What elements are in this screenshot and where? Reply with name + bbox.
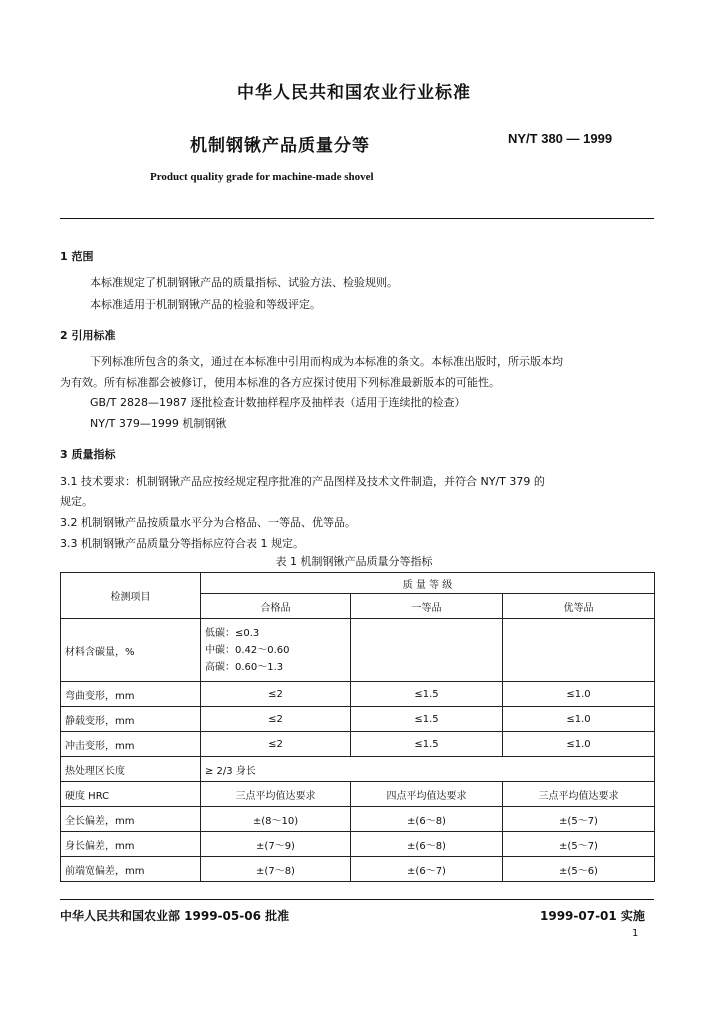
row-item: 热处理区长度 — [61, 757, 201, 782]
value-cell: ≤2 — [201, 707, 351, 732]
clause-3-1-line-1: 3.1 技术要求：机制钢锹产品应按经规定程序批准的产品图样及技术文件制造，并符合 NY/T 379 的 — [60, 475, 545, 488]
row-item: 材料含碳量，% — [61, 619, 201, 682]
table-row — [61, 682, 655, 707]
clause-3-1-line-2: 规定。 — [60, 495, 93, 508]
carbon-content-cell — [201, 619, 351, 682]
heat-treatment-span-cell: ≥ 2/3 身长 — [201, 757, 655, 782]
value-cell: ≤2 — [201, 732, 351, 757]
value-cell: ±(6～8) — [351, 832, 503, 857]
grade-first-class: 一等品 — [351, 594, 503, 619]
header-divider — [60, 218, 654, 219]
table-row — [61, 857, 655, 882]
table-row — [61, 832, 655, 857]
section-1-para-2: 本标准适用于机制钢锹产品的检验和等级评定。 — [90, 298, 321, 311]
carbon-low: 低碳：≤0.3 — [205, 627, 260, 639]
table-row — [61, 757, 655, 782]
grade-superior: 优等品 — [503, 594, 655, 619]
row-item: 静载变形，mm — [61, 707, 201, 732]
value-cell: ±(7～8) — [201, 857, 351, 882]
value-cell: ±(5～6) — [503, 857, 655, 882]
value-cell: ±(6～8) — [351, 807, 503, 832]
english-title: Product quality grade for machine-made shovel — [150, 171, 374, 183]
effective-date: 1999-07-01 实施 — [540, 909, 645, 923]
page-number: 1 — [632, 928, 639, 939]
value-cell: ≤1.5 — [351, 707, 503, 732]
carbon-high: 高碳：0.60～1.3 — [205, 661, 284, 673]
row-item: 前端宽偏差，mm — [61, 857, 201, 882]
value-cell: ±(6～7) — [351, 857, 503, 882]
value-cell: 三点平均值达要求 — [503, 782, 655, 807]
footer-divider — [60, 899, 654, 900]
value-cell: ≤1.0 — [503, 732, 655, 757]
table-row — [61, 782, 655, 807]
empty-cell — [351, 619, 503, 682]
row-item: 全长偏差，mm — [61, 807, 201, 832]
grade-qualified: 合格品 — [201, 594, 351, 619]
clause-3-2: 3.2 机制钢锹产品按质量水平分为合格品、一等品、优等品。 — [60, 516, 356, 529]
row-item: 冲击变形，mm — [61, 732, 201, 757]
standard-org-heading: 中华人民共和国农业行业标准 — [237, 83, 471, 103]
value-cell: ≤1.0 — [503, 707, 655, 732]
value-cell: ±(8～10) — [201, 807, 351, 832]
table-row — [61, 707, 655, 732]
row-item: 弯曲变形，mm — [61, 682, 201, 707]
reference-nyt-379: NY/T 379—1999 机制钢锹 — [90, 417, 227, 430]
quality-grade-table — [60, 572, 655, 882]
row-item: 身长偏差，mm — [61, 832, 201, 857]
value-cell: ±(5～7) — [503, 832, 655, 857]
section-1-para-1: 本标准规定了机制钢锹产品的质量指标、试验方法、检验规则。 — [90, 276, 398, 289]
section-1-heading: 1 范围 — [60, 250, 94, 263]
empty-cell — [503, 619, 655, 682]
header-grade-cell: 质 量 等 级 — [201, 573, 655, 594]
table-header-row — [61, 573, 655, 594]
section-2-heading: 2 引用标准 — [60, 329, 116, 342]
header-item-cell: 检测项目 — [61, 573, 201, 619]
value-cell: ≤1.0 — [503, 682, 655, 707]
row-item: 硬度 HRC — [61, 782, 201, 807]
value-cell: ≤1.5 — [351, 682, 503, 707]
clause-3-3: 3.3 机制钢锹产品质量分等指标应符合表 1 规定。 — [60, 537, 304, 550]
table-row — [61, 807, 655, 832]
carbon-medium: 中碳：0.42～0.60 — [205, 644, 290, 656]
value-cell: 四点平均值达要求 — [351, 782, 503, 807]
reference-gbt-2828: GB/T 2828—1987 逐批检查计数抽样程序及抽样表（适用于连续批的检查） — [90, 396, 466, 409]
value-cell: ≤2 — [201, 682, 351, 707]
value-cell: ≤1.5 — [351, 732, 503, 757]
table-caption: 表 1 机制钢锹产品质量分等指标 — [275, 555, 433, 568]
approval-date: 中华人民共和国农业部 1999-05-06 批准 — [60, 909, 290, 923]
value-cell: ±(7～9) — [201, 832, 351, 857]
value-cell: 三点平均值达要求 — [201, 782, 351, 807]
section-3-heading: 3 质量指标 — [60, 448, 116, 461]
section-2-para-line-1: 下列标准所包含的条文，通过在本标准中引用而构成为本标准的条文。本标准出版时，所示版本均 — [90, 355, 563, 368]
standard-code: NY/T 380 — 1999 — [508, 131, 613, 146]
section-2-para-line-2: 为有效。所有标准都会被修订，使用本标准的各方应探讨使用下列标准最新版本的可能性。 — [60, 376, 500, 389]
standard-title: 机制钢锹产品质量分等 — [190, 136, 370, 156]
table-row — [61, 732, 655, 757]
value-cell: ±(5～7) — [503, 807, 655, 832]
table-row — [61, 619, 655, 682]
